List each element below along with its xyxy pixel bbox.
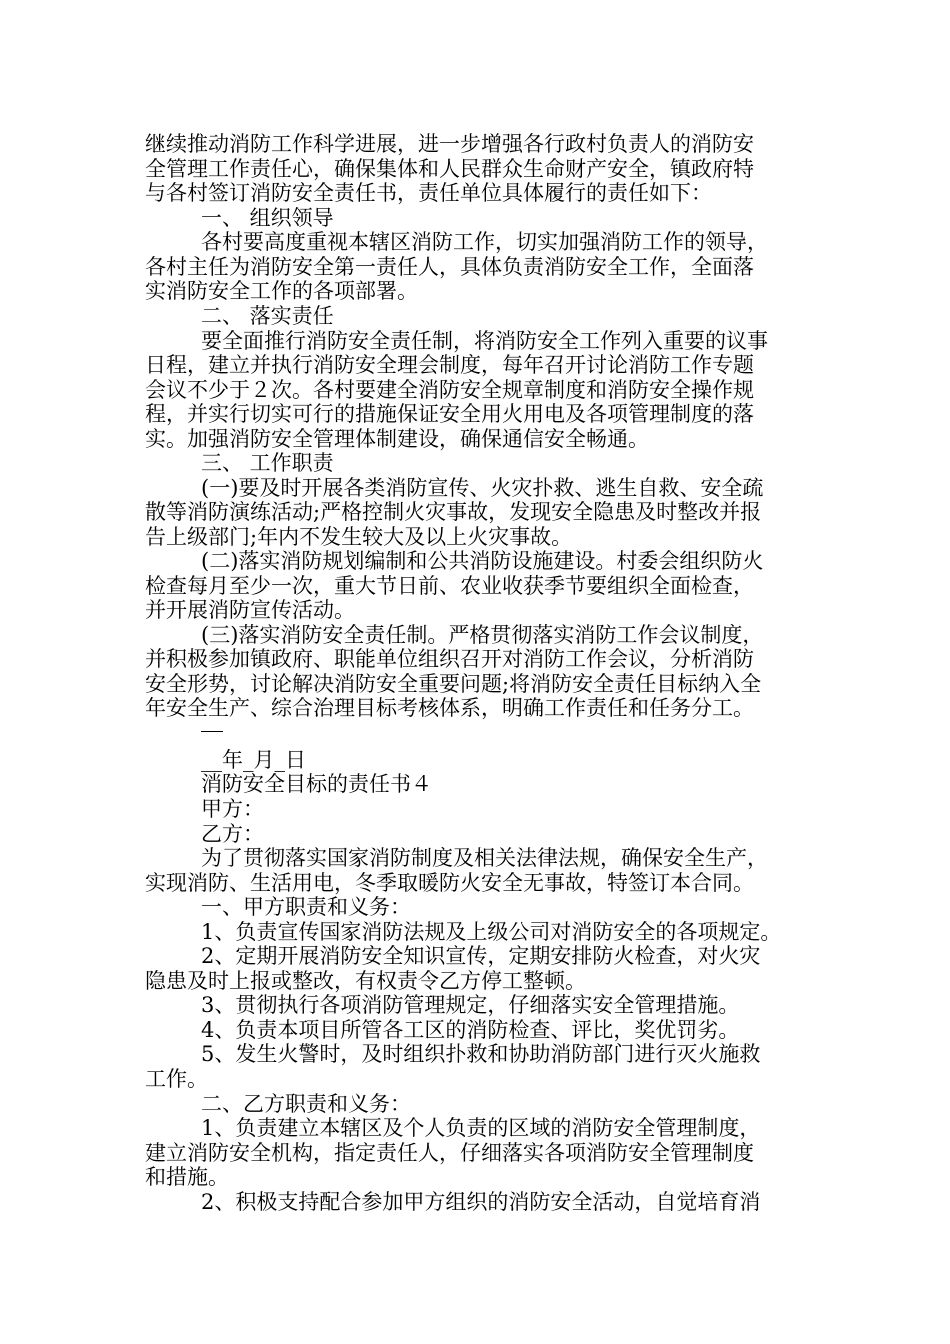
text-line: 实。加强消防安全管理体制建设，确保通信安全畅通。 — [145, 427, 649, 451]
text-line: 工作。 — [145, 1067, 208, 1091]
text-line: 检查每月至少一次，重大节日前、农业收获季节要组织全面检查， — [145, 574, 754, 598]
paragraph-start: (三)落实消防安全责任制。严格贯彻落实消防工作会议制度， — [201, 623, 764, 647]
paragraph-start: 2、定期开展消防安全知识宣传，定期安排防火检查，对火灾 — [201, 944, 761, 968]
text-line: 隐患及时上报或整改，有权责令乙方停工整顿。 — [145, 969, 586, 993]
text-line: 并积极参加镇政府、职能单位组织召开对消防工作会议，分析消防 — [145, 647, 754, 671]
text-line: 全管理工作责任心，确保集体和人民群众生命财产安全，镇政府特 — [145, 157, 754, 181]
party-a-line: 甲方： — [201, 797, 264, 821]
paragraph-start: 1、负责建立本辖区及个人负责的区域的消防安全管理制度， — [201, 1116, 761, 1140]
text-line: 告上级部门;年内不发生较大及以上火灾事故。 — [145, 525, 573, 549]
paragraph-start: 2、积极支持配合参加甲方组织的消防安全活动，自觉培育消 — [201, 1190, 761, 1214]
text-line: 实现消防、生活用电，冬季取暖防火安全无事故，特签订本合同。 — [145, 871, 754, 895]
text-line: 日程，建立并执行消防安全理会制度，每年召开讨论消防工作专题 — [145, 353, 754, 377]
paragraph-start: 二、乙方职责和义务： — [201, 1092, 411, 1116]
paragraph-start: 各村要高度重视本辖区消防工作，切实加强消防工作的领导， — [201, 230, 768, 254]
text-line: 和措施。 — [145, 1165, 229, 1189]
section-heading: 三、 工作职责 — [201, 451, 334, 475]
blank-underline — [201, 731, 223, 732]
paragraph-start: (一)要及时开展各类消防宣传、火灾扑救、逃生自救、安全疏 — [201, 476, 764, 500]
text-line: 继续推动消防工作科学进展，进一步增强各行政村负责人的消防安 — [145, 132, 754, 156]
text-line: 散等消防演练活动;严格控制火灾事故，发现安全隐患及时整改并报 — [145, 500, 762, 524]
text-line: 与各村签订消防安全责任书，责任单位具体履行的责任如下： — [145, 181, 712, 205]
paragraph-start: 为了贯彻落实国家消防制度及相关法律法规，确保安全生产， — [201, 846, 768, 870]
paragraph-start: 5、发生火警时，及时组织扑救和协助消防部门进行灭火施救 — [201, 1042, 761, 1066]
text-line: 实消防安全工作的各项部署。 — [145, 279, 418, 303]
text-line: 会议不少于２次。各村要建全消防安全规章制度和消防安全操作规 — [145, 378, 754, 402]
paragraph-start: 4、负责本项目所管各工区的消防检查、评比，奖优罚劣。 — [201, 1018, 740, 1042]
paragraph-start: (二)落实消防规划编制和公共消防设施建设。村委会组织防火 — [201, 549, 764, 573]
paragraph-start: 3、贯彻执行各项消防管理规定，仔细落实安全管理措施。 — [201, 993, 740, 1017]
paragraph-start: 一、甲方职责和义务： — [201, 895, 411, 919]
section-heading: 二、 落实责任 — [201, 304, 334, 328]
section-heading: 一、 组织领导 — [201, 206, 334, 230]
paragraph-start: 1、负责宣传国家消防法规及上级公司对消防安全的各项规定。 — [201, 920, 782, 944]
date-line: __年_月_日 — [201, 748, 306, 772]
document-title: 消防安全目标的责任书４ — [201, 772, 432, 796]
party-b-line: 乙方： — [201, 822, 264, 846]
text-line: 年安全生产、综合治理目标考核体系，明确工作责任和任务分工。 — [145, 696, 754, 720]
text-line: 各村主任为消防安全第一责任人，具体负责消防安全工作，全面落 — [145, 255, 754, 279]
text-line: 程，并实行切实可行的措施保证安全用火用电及各项管理制度的落 — [145, 402, 754, 426]
text-line: 建立消防安全机构，指定责任人，仔细落实各项消防安全管理制度 — [145, 1141, 754, 1165]
paragraph-start: 要全面推行消防安全责任制，将消防安全工作列入重要的议事 — [201, 329, 768, 353]
text-line: 安全形势，讨论解决消防安全重要问题;将消防安全责任目标纳入全 — [145, 672, 762, 696]
text-line: 并开展消防宣传活动。 — [145, 598, 355, 622]
